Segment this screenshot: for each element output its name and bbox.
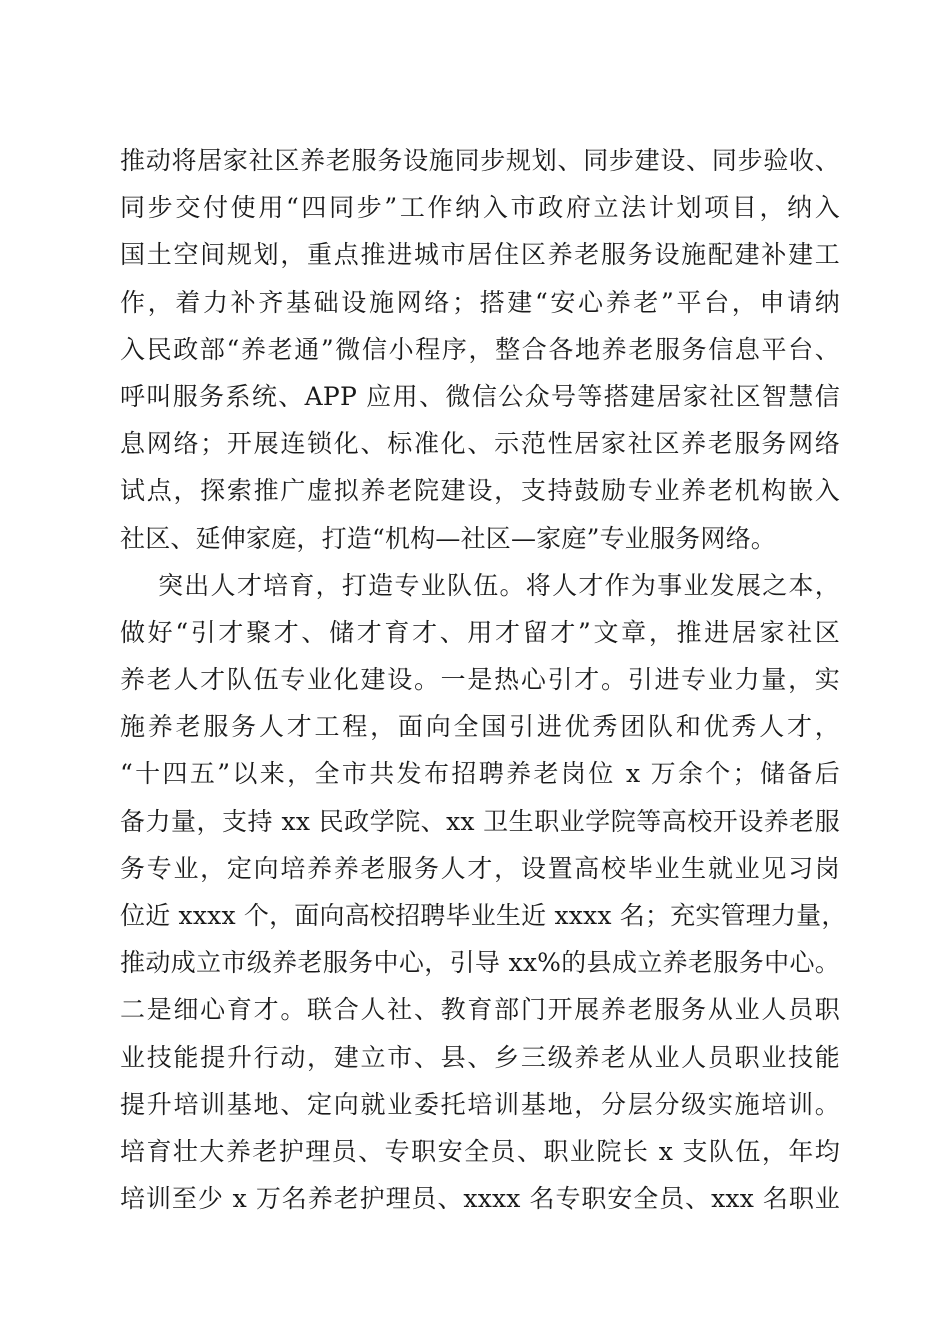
body-text [120, 137, 847, 1222]
text-line: “十四五”以来，全市共发布招聘养老岗位 x 万余个；储备后 [120, 759, 840, 789]
text-line: 备力量，支持 xx 民政学院、xx 卫生职业学院等高校开设养老服 [120, 806, 840, 836]
text-line: 培育壮大养老护理员、专职安全员、职业院长 x 支队伍，年均 [120, 1136, 840, 1166]
text-line: 国土空间规划，重点推进城市居住区养老服务设施配建补建工 [120, 240, 840, 270]
text-line: 呼叫服务系统、APP 应用、微信公众号等搭建居家社区智慧信 [120, 381, 840, 411]
text-line: 社区、延伸家庭，打造“机构—社区—家庭”专业服务网络。 [120, 523, 776, 553]
text-line: 培训至少 x 万名养老护理员、xxxx 名专职安全员、xxx 名职业 [120, 1184, 840, 1214]
text-line: 养老人才队伍专业化建设。一是热心引才。引进专业力量，实 [120, 665, 840, 695]
text-line: 推动将居家社区养老服务设施同步规划、同步建设、同步验收、 [120, 146, 840, 175]
text-line: 息网络；开展连锁化、标准化、示范性居家社区养老服务网络 [120, 429, 840, 459]
text-line: 务专业，定向培养养老服务人才，设置高校毕业生就业见习岗 [120, 853, 840, 883]
text-line: 施养老服务人才工程，面向全国引进优秀团队和优秀人才， [120, 712, 840, 742]
text-line: 业技能提升行动，建立市、县、乡三级养老从业人员职业技能 [120, 1042, 840, 1072]
text-line: 提升培训基地、定向就业委托培训基地，分层分级实施培训。 [120, 1089, 840, 1119]
text-line: 作，着力补齐基础设施网络；搭建“安心养老”平台，申请纳 [120, 287, 840, 317]
text-line: 做好“引才聚才、储才育才、用才留才”文章，推进居家社区 [120, 617, 840, 647]
text-line: 同步交付使用“四同步”工作纳入市政府立法计划项目，纳入 [120, 193, 840, 223]
text-line: 位近 xxxx 个，面向高校招聘毕业生近 xxxx 名；充实管理力量， [120, 901, 847, 930]
text-line: 试点，探索推广虚拟养老院建设，支持鼓励专业养老机构嵌入 [120, 476, 840, 506]
text-line: 二是细心育才。联合人社、教育部门开展养老服务从业人员职 [120, 995, 840, 1025]
text-line: 入民政部“养老通”微信小程序，整合各地养老服务信息平台、 [120, 334, 840, 364]
paragraph-start-line: 突出人才培育，打造专业队伍。将人才作为事业发展之本， [158, 570, 840, 600]
text-line: 推动成立市级养老服务中心，引导 xx%的县成立养老服务中心。 [120, 948, 840, 978]
